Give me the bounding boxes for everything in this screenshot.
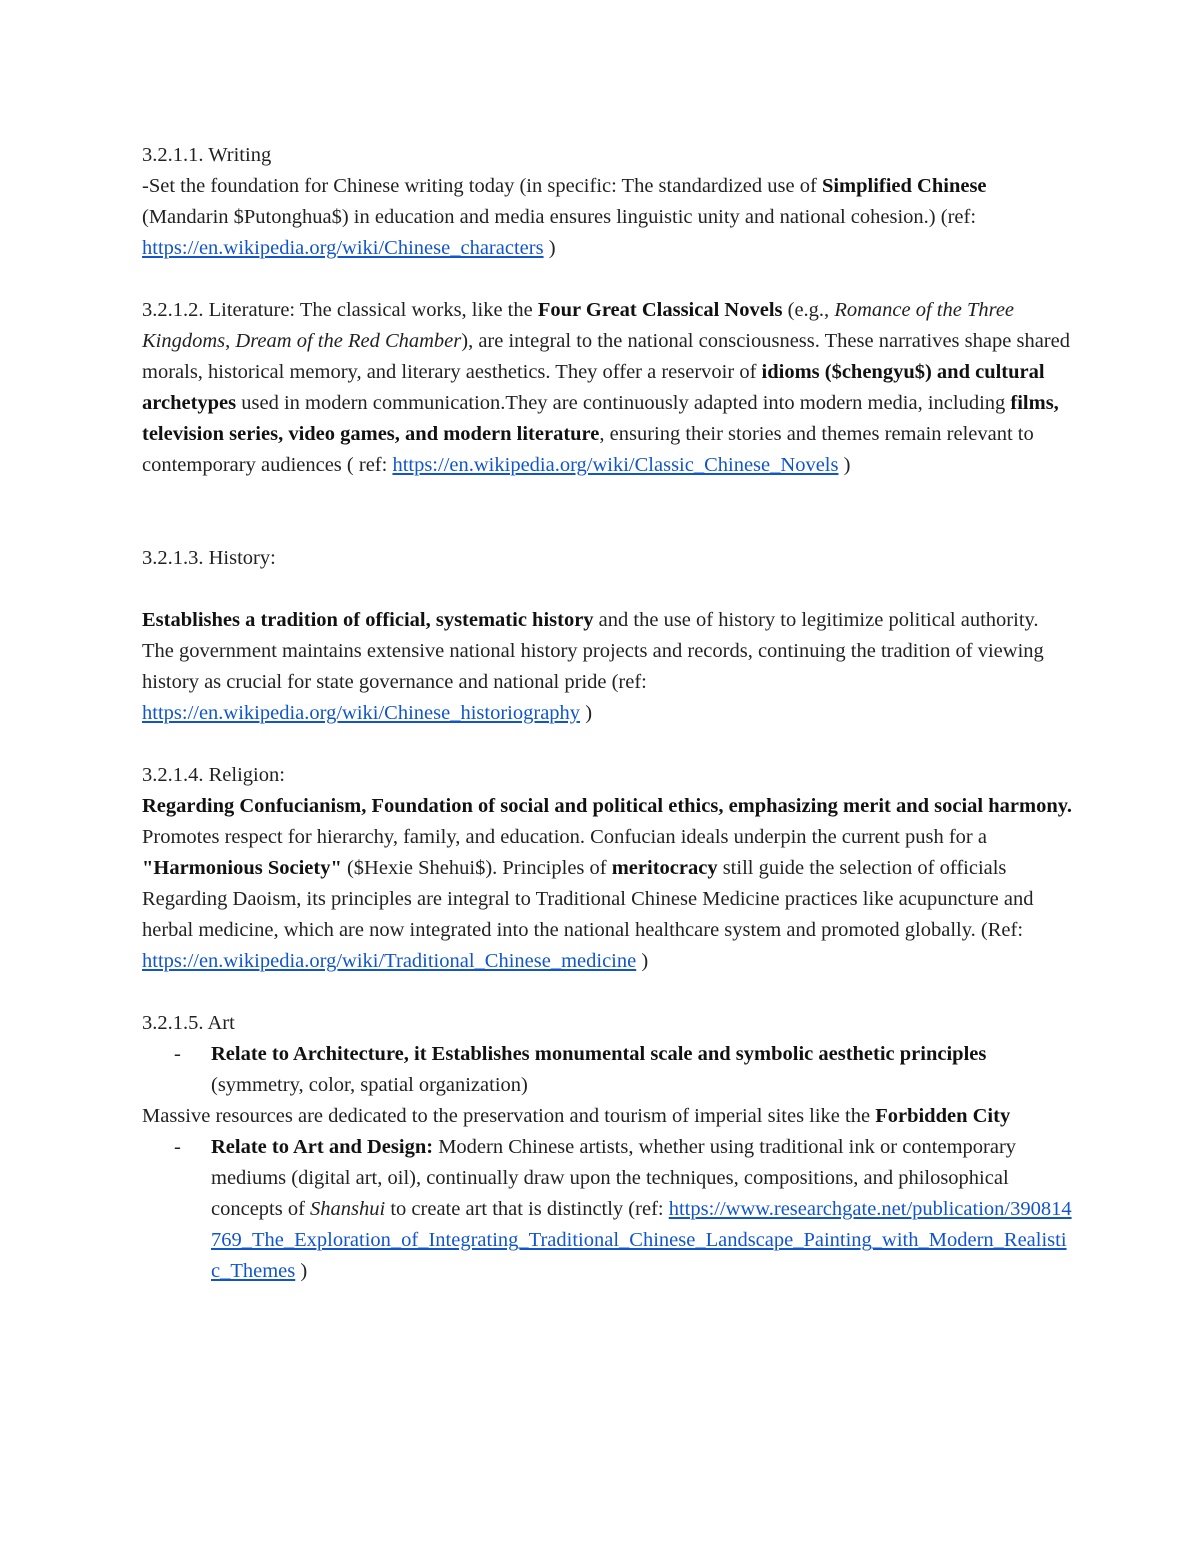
art-ref-link[interactable]: https://www.researchgate.net/publication/390814769_The_Exploration_of_Integrating_Traditional_Chinese_Landscape_Painting_with_Modern_Realistic_Themes <box>211 1198 1072 1282</box>
text: (symmetry, color, spatial organization) <box>211 1074 528 1096</box>
text: ) <box>580 702 593 724</box>
art-heading: 3.2.1.5. Art <box>142 1012 235 1034</box>
text: used in modern communication.They are continuously adapted into modern media, including <box>236 392 1011 414</box>
bold-text: Four Great Classical Novels <box>537 299 783 321</box>
art-bullet-design <box>142 1132 1072 1287</box>
bold-text: Relate to Art and Design: <box>211 1136 434 1158</box>
religion-daoism-paragraph <box>142 884 1072 977</box>
text: 3.2.1.2. Literature: The classical works, like the <box>142 299 538 321</box>
bold-text: Relate to Architecture, it Establishes monumental scale and symbolic aesthetic principles <box>211 1043 987 1065</box>
bold-text: films, television series, video games, and modern literature <box>142 392 1059 445</box>
bold-text: meritocracy <box>611 857 718 879</box>
text: Modern Chinese artists, whether using traditional ink or contemporary mediums (digital art, oil), continually draw upon the techniques, compositions, and philosophical concepts of <box>211 1136 1017 1220</box>
text: , ensuring their stories and themes remain relevant to contemporary audiences ( ref: <box>142 423 1034 476</box>
text: ) <box>838 454 851 476</box>
text: still guide the selection of officials <box>717 857 1007 879</box>
literature-ref-link[interactable]: https://en.wikipedia.org/wiki/Classic_Chinese_Novels <box>392 454 839 476</box>
italic-text: Shanshui <box>310 1198 386 1220</box>
history-ref-link[interactable]: https://en.wikipedia.org/wiki/Chinese_historiography <box>142 702 581 724</box>
writing-heading: 3.2.1.1. Writing <box>142 144 272 166</box>
writing-paragraph <box>142 171 1072 264</box>
writing-ref-link[interactable]: https://en.wikipedia.org/wiki/Chinese_characters <box>142 237 544 259</box>
bold-text: idioms ($chengyu$) and cultural archetypes <box>142 361 1045 414</box>
art-bullet-architecture <box>142 1039 1072 1101</box>
text: ) <box>543 237 556 259</box>
religion-ref-link[interactable]: https://en.wikipedia.org/wiki/Traditional_Chinese_medicine <box>142 950 637 972</box>
text: to create art that is distinctly (ref: <box>385 1198 669 1220</box>
bold-text: "Harmonious Society" <box>142 857 342 879</box>
art-paragraph <box>142 1101 1072 1132</box>
religion-confucianism-paragraph <box>142 791 1072 884</box>
bullet-dash: - <box>174 1043 181 1065</box>
literature-paragraph <box>142 295 1072 481</box>
text: (e.g., <box>782 299 835 321</box>
bullet-dash: - <box>174 1136 181 1158</box>
text: ) <box>636 950 649 972</box>
text: ($Hexie Shehui$). Principles of <box>341 857 612 879</box>
text: , <box>225 330 236 352</box>
text: ), are integral to the national consciousness. These narratives shape shared morals, historical memory, and literary aesthetics. They offer a reservoir of <box>142 330 1070 383</box>
bold-text: Forbidden City <box>875 1105 1011 1127</box>
text: Regarding Daoism, its principles are integral to Traditional Chinese Medicine practices like acupuncture and herbal medicine, which are now integrated into the national healthcare system and promoted globally. (Ref: <box>142 888 1034 941</box>
bold-text: Establishes a tradition of official, systematic history <box>142 609 594 631</box>
text: -Set the foundation for Chinese writing today (in specific: The standardized use of <box>142 175 822 197</box>
italic-text: Dream of the Red Chamber <box>235 330 462 352</box>
bold-text: Regarding Confucianism, Foundation of social and political ethics, emphasizing merit and social harmony. <box>142 795 1072 817</box>
religion-heading: 3.2.1.4. Religion: <box>142 764 285 786</box>
text: (Mandarin $Putonghua$) in education and media ensures linguistic unity and national cohesion.) (ref: <box>142 206 977 228</box>
history-paragraph <box>142 605 1072 729</box>
history-heading: 3.2.1.3. History: <box>142 547 276 569</box>
text: Promotes respect for hierarchy, family, and education. Confucian ideals underpin the current push for a <box>142 826 987 848</box>
text: Massive resources are dedicated to the preservation and tourism of imperial sites like the <box>142 1105 876 1127</box>
text: ) <box>295 1260 308 1282</box>
italic-text: Romance of the Three Kingdoms <box>142 299 1015 352</box>
bold-text: Simplified Chinese <box>821 175 987 197</box>
document-page <box>142 140 1072 1287</box>
text: and the use of history to legitimize political authority. The government maintains extensive national history projects and records, continuing the tradition of viewing history as crucial for state governance and national pride (ref: <box>142 609 1044 693</box>
